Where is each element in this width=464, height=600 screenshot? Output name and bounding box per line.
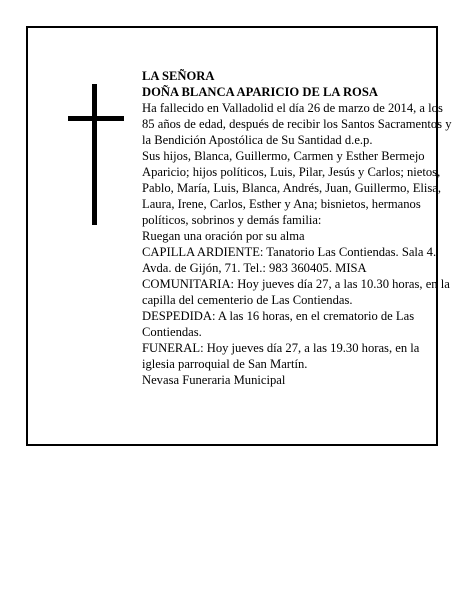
notice-paragraph-death: Ha fallecido en Valladolid el día 26 de marzo de 2014, a los 85 años de edad, después de recibir los Santos Sacramentos y la Bendición Apostólica de Su Santidad d.e.p. bbox=[142, 101, 452, 147]
notice-paragraph-family: Sus hijos, Blanca, Guillermo, Carmen y Esther Bermejo Aparicio; hijos políticos, Luis, Pilar, Jesús y Carlos; nietos, Pablo, María, Luis, Blanca, Andrés, Juan, Guillermo, Elisa, Laura, Irene, Carlos, Esther y Ana; bisnietos, hermanos políticos, sobrinos y demás familia: bbox=[142, 149, 442, 227]
obituary-notice bbox=[26, 26, 452, 446]
notice-content bbox=[142, 68, 454, 388]
cross-icon bbox=[92, 84, 97, 225]
notice-title-line-1: LA SEÑORA bbox=[142, 69, 215, 83]
notice-paragraph-funeral: FUNERAL: Hoy jueves día 27, a las 19.30 horas, en la iglesia parroquial de San Martín. bbox=[142, 341, 420, 371]
notice-paragraph-funeral-home: Nevasa Funeraria Municipal bbox=[142, 373, 286, 387]
notice-title-line-2: DOÑA BLANCA APARICIO DE LA ROSA bbox=[142, 85, 378, 99]
cross-icon-bar bbox=[68, 116, 124, 121]
notice-paragraph-chapel: CAPILLA ARDIENTE: Tanatorio Las Contiendas. Sala 4. Avda. de Gijón, 71. Tel.: 983 360405. MISA COMUNITARIA: Hoy jueves día 27, a las 10.30 horas, en la capilla del cementerio de Las Contiendas. bbox=[142, 245, 450, 307]
notice-paragraph-prayer: Ruegan una oración por su alma bbox=[142, 229, 305, 243]
notice-paragraph-farewell: DESPEDIDA: A las 16 horas, en el crematorio de Las Contiendas. bbox=[142, 309, 415, 339]
